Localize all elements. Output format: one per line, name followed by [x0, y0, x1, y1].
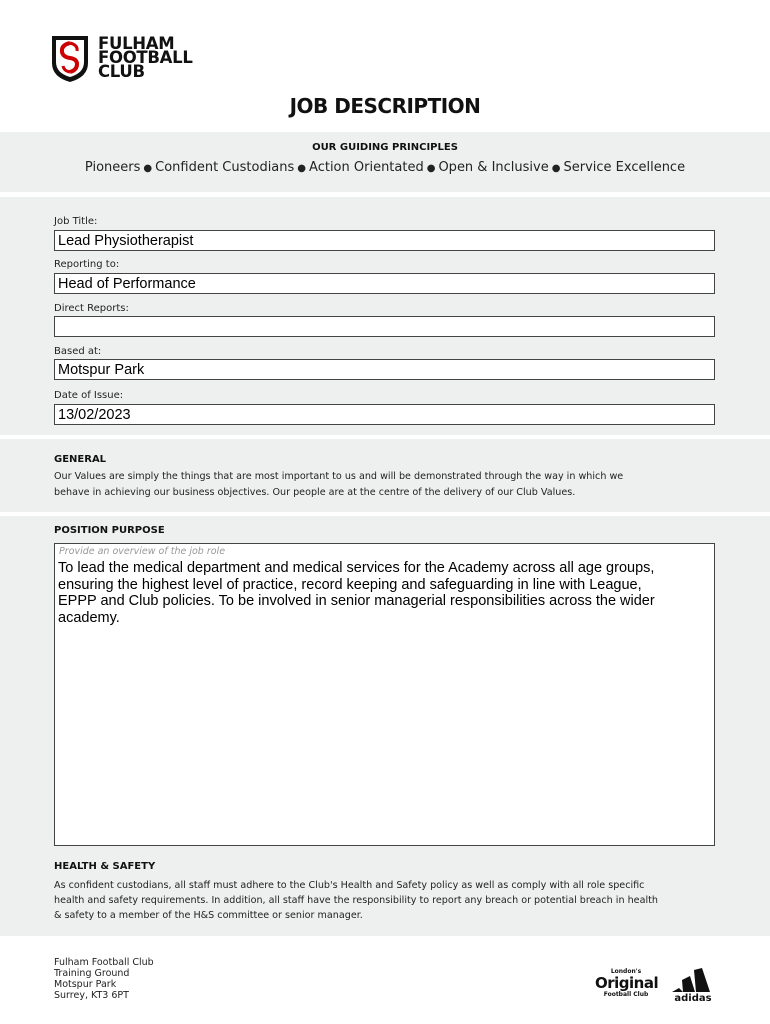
- position-purpose-text: [58, 560, 708, 626]
- health-safety-text-line: As confident custodians, all staff must adhere to the Club's Health and Safety policy as well as comply with all role specific: [54, 880, 645, 891]
- club-name-line: FOOTBALL: [98, 48, 193, 67]
- general-text-line: behave in achieving our business objectives. Our people are at the centre of the delivery of our Club Values.: [54, 486, 576, 498]
- purpose-text-line: EPPP and Club policies. To be involved in senior managerial responsibilities across the wider: [58, 593, 655, 609]
- bullet-icon: ●: [143, 163, 153, 174]
- position-purpose-placeholder: Provide an overview of the job role: [59, 546, 226, 557]
- fulham-crest-icon: [50, 33, 90, 83]
- footer-address: [54, 957, 154, 1001]
- direct-reports-label: Direct Reports:: [54, 303, 129, 314]
- based-at-field[interactable]: Motspur Park: [54, 359, 715, 380]
- principle-item: Action Orientated: [309, 160, 424, 175]
- purpose-text-line: academy.: [58, 609, 120, 626]
- based-at-label: Based at:: [54, 346, 102, 357]
- principles-list: [0, 160, 770, 175]
- logo-line: London's: [610, 968, 642, 975]
- address-line: Training Ground: [54, 968, 130, 979]
- address-line: Fulham Football Club: [54, 957, 154, 968]
- address-line: Motspur Park: [54, 979, 117, 990]
- principle-item: Open & Inclusive: [438, 160, 549, 175]
- position-purpose-field[interactable]: [54, 543, 715, 846]
- health-safety-text: [54, 878, 714, 923]
- bullet-icon: ●: [426, 163, 436, 174]
- principle-item: Service Excellence: [563, 160, 686, 175]
- document-title: JOB DESCRIPTION: [289, 94, 481, 118]
- job-title-field[interactable]: Lead Physiotherapist: [54, 230, 715, 251]
- purpose-text-line: To lead the medical department and medical services for the Academy across all age groups,: [58, 560, 655, 576]
- health-safety-text-line: health and safety requirements. In addition, all staff have the responsibility to report any breach or potential breach in health: [54, 895, 658, 906]
- club-name-line: CLUB: [98, 62, 145, 81]
- londons-original-logo: [595, 968, 657, 999]
- bullet-icon: ●: [551, 163, 561, 174]
- reporting-to-field[interactable]: Head of Performance: [54, 273, 715, 294]
- date-of-issue-label: Date of Issue:: [54, 390, 124, 401]
- direct-reports-field[interactable]: [54, 316, 715, 337]
- club-name: [98, 34, 193, 81]
- sponsor-name: adidas: [674, 993, 712, 1002]
- adidas-logo-icon: [668, 968, 718, 1002]
- health-safety-heading: HEALTH & SAFETY: [54, 861, 156, 872]
- club-name-line: FULHAM: [98, 34, 175, 53]
- general-heading: GENERAL: [54, 454, 107, 465]
- principle-item: Confident Custodians: [155, 160, 295, 175]
- health-safety-text-line: & safety to a member of the H&S committee or senior manager.: [54, 910, 363, 921]
- job-title-label: Job Title:: [54, 216, 98, 227]
- club-logo: [50, 32, 193, 84]
- bullet-icon: ●: [297, 163, 307, 174]
- reporting-to-label: Reporting to:: [54, 259, 120, 270]
- logo-line: Football Club: [603, 991, 649, 998]
- principles-title: OUR GUIDING PRINCIPLES: [312, 142, 458, 153]
- purpose-text-line: ensuring the highest level of practice, record keeping and safeguarding in line with League,: [58, 576, 642, 593]
- guiding-principles-section: [0, 132, 770, 192]
- address-line: Surrey, KT3 6PT: [54, 990, 129, 1001]
- position-purpose-heading: POSITION PURPOSE: [54, 525, 165, 536]
- principle-item: Pioneers: [84, 160, 141, 175]
- date-of-issue-field[interactable]: 13/02/2023: [54, 404, 715, 425]
- logo-line: Original: [595, 974, 659, 992]
- general-text: [54, 469, 714, 500]
- general-text-line: Our Values are simply the things that are most important to us and will be demonstrated through the way in which we: [54, 471, 624, 482]
